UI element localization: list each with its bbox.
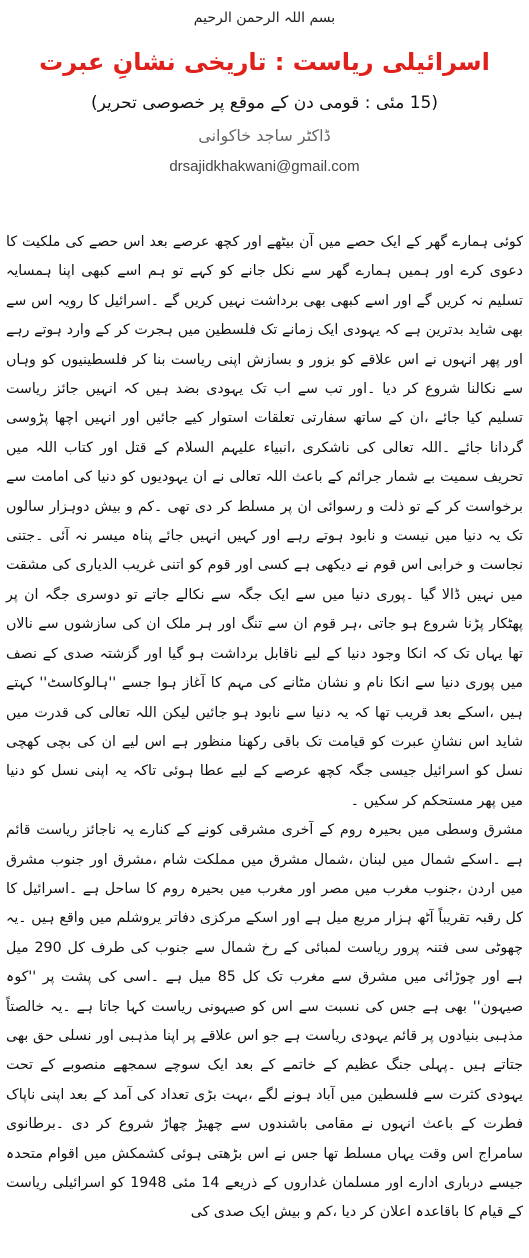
article-title: اسرائیلی ریاست : تاریخی نشانِ عبرت bbox=[39, 48, 490, 76]
author-name: ڈاکٹر ساجد خاکوانی bbox=[198, 126, 331, 145]
bismillah-heading: بسم اللہ الرحمن الرحیم bbox=[193, 10, 336, 26]
article-subtitle: (15 مئی : قومی دن کے موقع پر خصوصی تحریر) bbox=[91, 93, 438, 113]
article-paragraph-1: کوئی ہمارے گھر کے ایک حصے میں آن بیٹھے اور کچھ عرصے بعد اس حصے کی ملکیت کا دعوی کرے اور ہمیں ہمارے گھر سے نکل جانے کو کہے تو ہم اسے کبھی اپنا ہمسایہ تسلیم نہ کریں گے اور اسے کبھی بھی برداشت نہیں کریں گے ۔اسرائیل کا رویہ اس سے بھی شاید بدترین ہے کہ یہودی ایک زمانے تک فلسطین میں ہجرت کر کے وارد ہوتے رہے اور پھر انہوں نے اس علاقے کو بزور و بسازش اپنی ریاست بنا کر فلسطینیوں کو وہاں سے نکالنا شروع کر دیا ۔اور تب سے اب تک یہودی بضد ہیں کہ انہیں جائز ریاست تسلیم کیا جائے ،ان کے ساتھ سفارتی تعلقات استوار کیے جائیں اور انہیں اچھا پڑوسی گردانا جائے ۔اللہ تعالی کی ناشکری ،انبیاء علیہم السلام کے قتل اور کتاب اللہ میں تحریف سمیت بے شمار جرائم کے باعث اللہ تعالی نے ان یہودیوں کو دنیا کی امامت سے برخواست کر کے تو ذلت و رسوائی ان پر مسلط کر دی تھی ۔کم و بیش دوہزار سالوں تک یہ دنیا میں نیست و نابود ہوتے رہے اور کہیں انہیں جائے پناہ میسر نہ آئی ۔جتنی نجاست و خرابی اس قوم نے دیکھی ہے کسی اور قوم کو اتنی غریب الدیاری کی مشقت میں نہیں ڈالا گیا ۔پوری دنیا میں سے ایک جگہ سے نکالے جاتے تو دوسری جگہ ان پر پھٹکار پڑنا شروع ہو جاتی ،ہر قوم ان سے تنگ اور ہر ملک ان کی سازشوں سے نالاں تھا یہاں تک کہ انکا وجود دنیا کے لیے ناقابل برداشت ہو گیا اور گزشتہ صدی کے نصف میں پوری دنیا سے انکا نام و نشان مٹانے کی مہم کا آغاز ہوا جسے ''ہالوکاسٹ'' کہتے ہیں ،اسکے بعد قریب تھا کہ یہ دنیا سے نابود ہو جائیں لیکن اللہ تعالی کی قدرت میں شاید اس نشانِ عبرت کو قیامت تک باقی رکھنا منظور ہے اس لیے ان کی بچی کھچی نسل کو اسرائیل جیسی جگہ کچھ عرصے کے لیے عطا ہوئی تاکہ یہ اپنی نسل کو دنیا میں پھر مستحکم کر سکیں ۔ bbox=[6, 234, 523, 809]
article-body bbox=[6, 228, 523, 1228]
article-paragraph-2: مشرق وسطی میں بحیرہ روم کے آخری مشرقی کونے کے کنارے یہ ناجائز ریاست قائم ہے ۔اسکے شمال میں لبنان ،شمال مشرق میں مملکت شام ،مشرق اور جنوب مشرق میں اردن ،جنوب مغرب میں مصر اور مغرب میں بحیرہ روم کا ساحل ہے ۔اسرائیل کا کل رقبہ تقریباً آٹھ ہزار مربع میل ہے اور اسکے مرکزی دفاتر یروشلم میں واقع ہیں ۔یہ چھوٹی سی فتنہ پرور ریاست لمبائی کے رخ شمال سے جنوب کی طرف کل 290 میل ہے اور چوڑائی میں مشرق سے مغرب تک کل 85 میل ہے ۔اسی کی پشت پر ''کوہ صیہون'' بھی ہے جس کی نسبت سے اس کو صیہونی ریاست کہا جاتا ہے ۔یہ خالصتاً مذہبی بنیادوں پر قائم یہودی ریاست ہے جو اس علاقے پر اپنا مذہبی اور نسلی حق بھی جتاتے ہیں ۔پہلی جنگ عظیم کے خاتمے کے بعد ایک سوچے سمجھے منصوبے کے تحت یہودی کثرت سے فلسطین میں آباد ہونے لگے ،بہت بڑی تعداد کی آمد کے بعد اپنی ناپاک فطرت کے باعث انہوں نے مقامی باشندوں سے چھیڑ چھاڑ شروع کر دی ۔برطانوی سامراج اس وقت یہاں مسلط تھا جس نے اس بڑھتی ہوئی کشمکش میں اقوام متحدہ جیسے درباری ادارے اور مسلمان غداروں کے ذریعے 14 مئی 1948 کو اسرائیلی ریاست کے قیام کا باقاعدہ اعلان کر دیا ،کم و بیش ایک صدی کی bbox=[6, 822, 524, 1221]
author-email: drsajidkhakwani@gmail.com bbox=[169, 158, 360, 175]
